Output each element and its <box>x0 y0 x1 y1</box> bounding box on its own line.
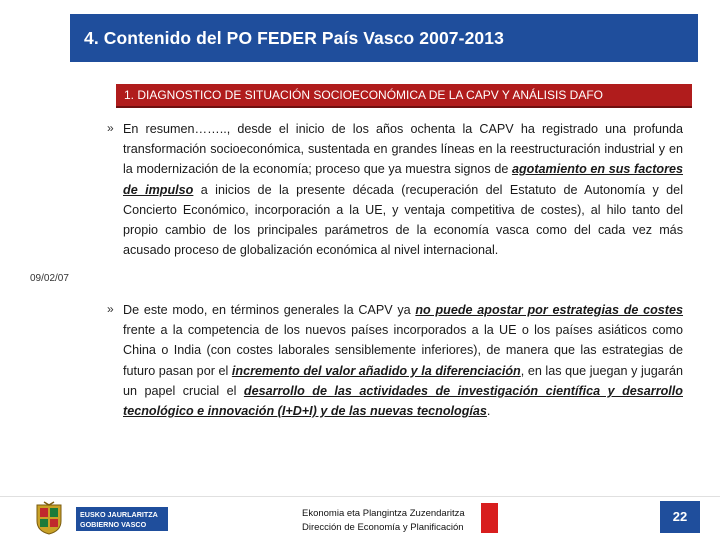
paragraph-text: En resumen…….., desde el inicio de los años ochenta la CAPV ha registrado una profunda transformación socioeconómica, sustentada en grandes líneas en la reestructuración industrial y en la modernización de la economía; proceso que ya muestra signos de agotamiento en sus factores de impulso a inicios de la presente década (recuperación del Estatuto de Autonomía y del Concierto Económico, incorporación a la UE, y ventaja competitiva de costes), al hilo tanto del propio cambio de los principales parámetros de la economía vasca como del cada vez más acusado proceso de globalización económica al nivel internacional. <box>123 122 683 258</box>
emphasis: agotamiento en sus factores de impulso <box>123 162 683 197</box>
page-title: 4. Contenido del PO FEDER País Vasco 2007-2013 <box>84 28 504 48</box>
bullet-icon: » <box>107 121 114 135</box>
emphasis: desarrollo de las actividades de investigación científica y desarrollo tecnológico e innovación (I+D+I) y de las nuevas tecnologías <box>123 383 683 419</box>
red-accent <box>481 503 498 533</box>
footer <box>0 496 720 541</box>
emphasis: incremento del valor añadido y la diferenciación <box>231 363 521 378</box>
bullet-paragraph-2 <box>107 300 683 421</box>
date-label: 09/02/07 <box>30 273 69 284</box>
gobierno-vasco-logo <box>34 501 170 535</box>
bullet-paragraph-1 <box>107 119 683 260</box>
department-name: Ekonomia eta Plangintza Zuzendaritza Dirección de Economía y Planificación <box>302 508 465 533</box>
logo-text-box: EUSKO JAURLARITZA GOBIERNO VASCO <box>76 507 168 531</box>
emphasis: no puede apostar por estrategias de costes <box>415 303 684 317</box>
left-margin <box>0 0 70 498</box>
coat-of-arms-icon <box>34 501 64 535</box>
section-header <box>116 84 692 108</box>
section-label: 1. DIAGNOSTICO DE SITUACIÓN SOCIOECONÓMICA DE LA CAPV Y ANÁLISIS DAFO <box>124 88 604 102</box>
bullet-icon: » <box>107 302 114 316</box>
paragraph-text: De este modo, en términos generales la CAPV ya no puede apostar por estrategias de costes frente a la competencia de los nuevos países incorporados a la UE o los países asiáticos como China o India (con costes laborales sensiblemente inferiores), de manera que las estrategias de futuro pasan por el incremento del valor añadido y la diferenciación, en las que juegan y jugarán un papel crucial el desarrollo de las actividades de investigación científica y desarrollo tecnológico e innovación (I+D+I) y de las nuevas tecnologías. <box>123 303 684 419</box>
title-bar <box>70 14 698 62</box>
page-number: 22 <box>660 501 700 533</box>
